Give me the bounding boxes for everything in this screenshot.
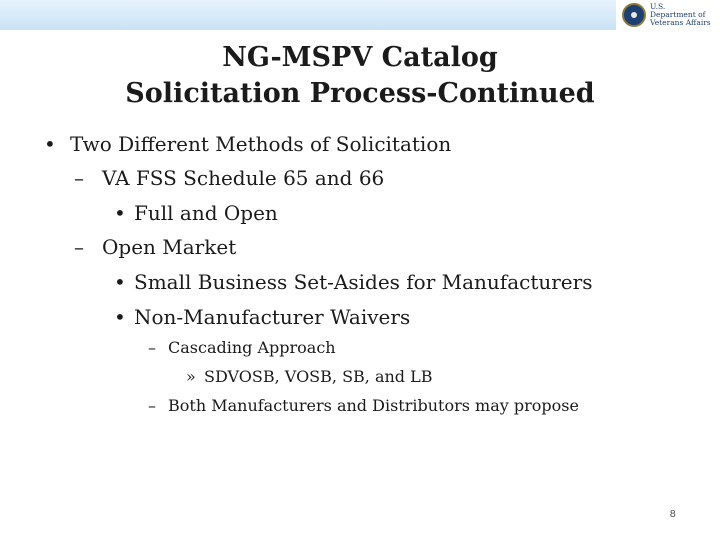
bullet-text: Two Different Methods of Solicitation [70,132,452,156]
bullet-item [114,201,278,225]
bullet-text: Non-Manufacturer Waivers [134,305,411,329]
va-logo-text: U.S. Department of Veterans Affairs [650,2,711,27]
bullet-item [74,235,236,259]
bullet-item [114,305,410,329]
bullet-text: Cascading Approach [168,338,336,357]
slide-title-line-1: NG-MSPV Catalog [222,42,498,73]
bullet-marker: » [186,367,196,386]
bullet-marker: – [148,338,156,357]
bullet-marker: – [74,166,84,190]
bullet-text: Open Market [102,235,237,259]
bullet-marker: • [44,132,56,156]
bullet-text: Full and Open [134,201,278,225]
bullet-marker: • [114,305,126,329]
bullet-marker: – [74,235,84,259]
bullet-item [186,367,433,386]
bullet-item [74,166,384,190]
bullet-item [148,396,579,415]
bullet-text: Small Business Set-Asides for Manufacturers [134,270,593,294]
bullet-item [44,132,451,156]
bullet-item [148,338,336,357]
bullet-marker: • [114,270,126,294]
bullet-marker: • [114,201,126,225]
bullet-marker: – [148,396,156,415]
bullet-text: Both Manufacturers and Distributors may propose [168,396,579,415]
bullet-text: SDVOSB, VOSB, SB, and LB [204,367,433,386]
bullet-text: VA FSS Schedule 65 and 66 [102,166,385,190]
bullet-item [114,270,592,294]
page-number: 8 [669,509,676,520]
slide-title-line-2: Solicitation Process-Continued [125,78,595,109]
